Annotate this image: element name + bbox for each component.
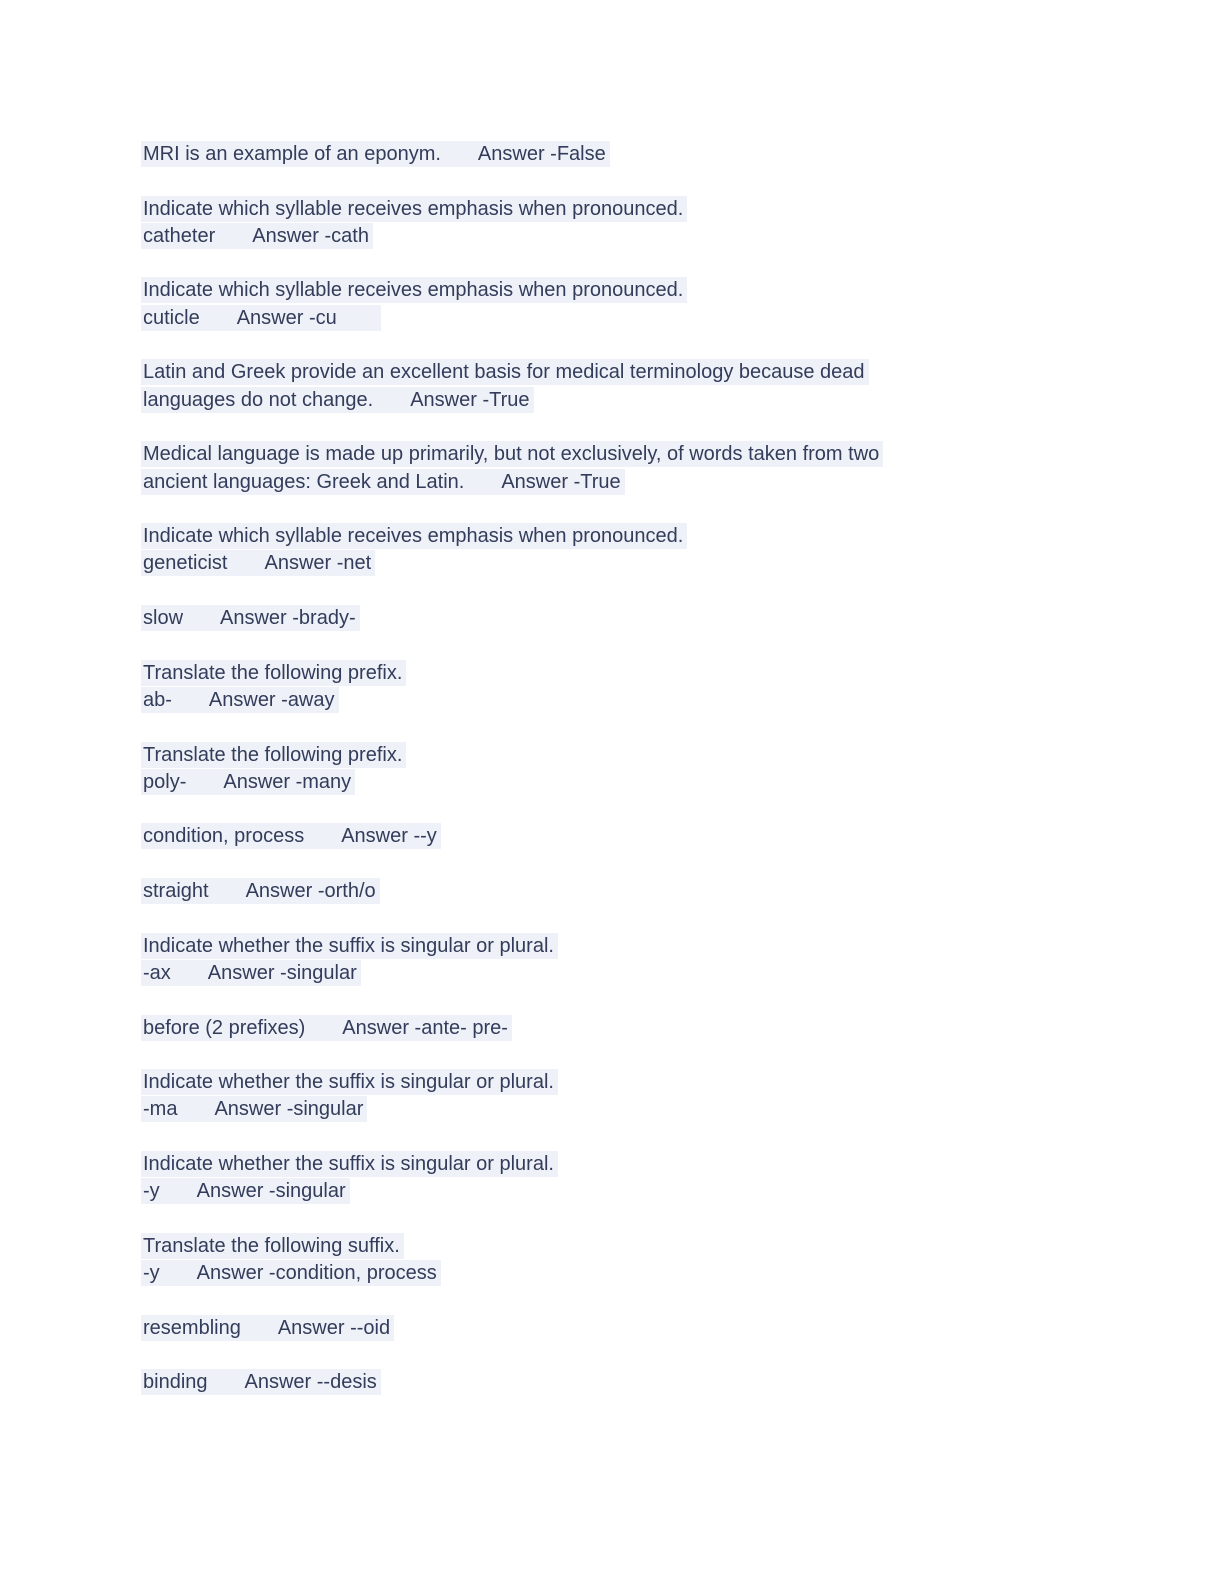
qa-line-highlight xyxy=(141,605,360,631)
qa-line xyxy=(143,605,1103,632)
qa-item xyxy=(143,141,1103,168)
qa-line xyxy=(143,441,1103,468)
qa-line xyxy=(143,1096,1103,1123)
prompt-text: Indicate which syllable receives emphasis when pronounced. xyxy=(143,525,684,548)
qa-line xyxy=(143,1015,1103,1042)
term-text: ab- xyxy=(143,688,172,711)
prompt-text: Indicate which syllable receives emphasis when pronounced. xyxy=(143,279,684,302)
answer-text: Answer -orth/o xyxy=(245,880,376,903)
prompt-text: Translate the following prefix. xyxy=(143,661,403,684)
qa-line xyxy=(143,687,1103,714)
term-text: binding xyxy=(143,1371,208,1394)
qa-line-highlight xyxy=(141,305,381,331)
qa-line xyxy=(143,933,1103,960)
qa-line xyxy=(143,1315,1103,1342)
qa-line xyxy=(143,1151,1103,1178)
term-text: geneticist xyxy=(143,552,228,575)
qa-line-highlight xyxy=(141,1369,381,1395)
qa-line-highlight xyxy=(141,1096,367,1122)
qa-line xyxy=(143,387,1103,414)
qa-line xyxy=(143,1369,1103,1396)
qa-line xyxy=(143,223,1103,250)
qa-line xyxy=(143,141,1103,168)
answer-text: Answer --y xyxy=(341,825,437,848)
qa-item xyxy=(143,605,1103,632)
term-text: MRI is an example of an eponym. xyxy=(143,143,441,165)
qa-item xyxy=(143,1315,1103,1342)
qa-line xyxy=(143,660,1103,687)
qa-item xyxy=(143,742,1103,797)
qa-line xyxy=(143,823,1103,850)
qa-line-highlight xyxy=(141,277,687,303)
qa-line xyxy=(143,359,1103,386)
qa-item xyxy=(143,878,1103,905)
qa-line-highlight xyxy=(141,1069,558,1095)
qa-item xyxy=(143,823,1103,850)
prompt-text: Indicate whether the suffix is singular or plural. xyxy=(143,934,554,957)
qa-line-highlight xyxy=(141,1315,394,1341)
qa-line xyxy=(143,1233,1103,1260)
term-text: -y xyxy=(143,1180,160,1203)
qa-line-highlight xyxy=(141,441,883,467)
answer-text: Answer -ante- pre- xyxy=(342,1016,508,1039)
qa-item xyxy=(143,523,1103,578)
qa-item xyxy=(143,1151,1103,1206)
term-text: -ma xyxy=(143,1098,178,1121)
qa-line-highlight xyxy=(141,1015,512,1041)
qa-line xyxy=(143,305,1103,332)
answer-text: Answer --oid xyxy=(277,1316,391,1339)
qa-line-highlight xyxy=(141,523,687,549)
answer-text: Answer -singular xyxy=(214,1098,364,1121)
term-text: ancient languages: Greek and Latin. xyxy=(143,470,465,493)
answer-text: Answer --desis xyxy=(244,1371,377,1394)
qa-line xyxy=(143,523,1103,550)
qa-item xyxy=(143,441,1103,496)
qa-line-highlight xyxy=(141,1233,404,1259)
qa-item xyxy=(143,1069,1103,1124)
qa-line-highlight xyxy=(141,742,406,768)
document-content xyxy=(143,141,1103,1424)
qa-line-highlight xyxy=(141,223,373,249)
answer-text: Answer -cath xyxy=(252,224,369,247)
qa-item xyxy=(143,933,1103,988)
qa-line xyxy=(143,550,1103,577)
answer-text: Answer -singular xyxy=(207,961,357,984)
qa-line-highlight xyxy=(141,359,869,385)
qa-line-highlight xyxy=(141,660,406,686)
qa-item xyxy=(143,660,1103,715)
qa-item xyxy=(143,359,1103,414)
qa-line xyxy=(143,960,1103,987)
prompt-text: Indicate whether the suffix is singular or plural. xyxy=(143,1152,554,1175)
qa-line-highlight xyxy=(141,878,380,904)
answer-text: Answer -False xyxy=(477,143,606,165)
answer-text: Answer -True xyxy=(501,470,621,493)
qa-line xyxy=(143,1069,1103,1096)
qa-line xyxy=(143,1260,1103,1287)
answer-text: Answer -away xyxy=(208,688,335,711)
prompt-text: Medical language is made up primarily, but not exclusively, of words taken from two xyxy=(143,443,880,466)
prompt-text: Indicate which syllable receives emphasis when pronounced. xyxy=(143,197,684,220)
qa-item xyxy=(143,1233,1103,1288)
term-text: -ax xyxy=(143,961,171,984)
qa-line xyxy=(143,769,1103,796)
qa-item xyxy=(143,1369,1103,1396)
term-text: condition, process xyxy=(143,825,305,848)
term-text: cuticle xyxy=(143,306,200,329)
term-text: poly- xyxy=(143,770,187,793)
prompt-text: Translate the following suffix. xyxy=(143,1234,400,1257)
qa-line-highlight xyxy=(141,196,687,222)
answer-text: Answer -singular xyxy=(196,1180,346,1203)
qa-line xyxy=(143,196,1103,223)
qa-line-highlight xyxy=(141,823,441,849)
answer-text: Answer -net xyxy=(264,552,372,575)
answer-text: Answer -many xyxy=(223,770,352,793)
answer-text: Answer -condition, process xyxy=(196,1262,437,1285)
answer-text: Answer -True xyxy=(410,388,530,411)
answer-text: Answer -cu xyxy=(236,306,337,329)
term-text: slow xyxy=(143,607,184,630)
term-text: -y xyxy=(143,1262,160,1285)
qa-item xyxy=(143,1015,1103,1042)
term-text: straight xyxy=(143,880,209,903)
term-text: languages do not change. xyxy=(143,388,374,411)
qa-line-highlight xyxy=(141,141,610,167)
qa-line-highlight xyxy=(141,1178,350,1204)
term-text: resembling xyxy=(143,1316,241,1339)
qa-line-highlight xyxy=(141,933,558,959)
prompt-text: Latin and Greek provide an excellent basis for medical terminology because dead xyxy=(143,361,865,384)
qa-line-highlight xyxy=(141,550,375,576)
qa-line xyxy=(143,742,1103,769)
prompt-text: Indicate whether the suffix is singular or plural. xyxy=(143,1071,554,1094)
term-text: catheter xyxy=(143,224,216,247)
qa-line xyxy=(143,469,1103,496)
qa-line-highlight xyxy=(141,1151,558,1177)
qa-line-highlight xyxy=(141,469,625,495)
answer-text: Answer -brady- xyxy=(220,607,356,630)
qa-item xyxy=(143,277,1103,332)
prompt-text: Translate the following prefix. xyxy=(143,743,403,766)
qa-line-highlight xyxy=(141,687,339,713)
qa-line xyxy=(143,1178,1103,1205)
qa-item xyxy=(143,196,1103,251)
term-text: before (2 prefixes) xyxy=(143,1016,306,1039)
qa-line xyxy=(143,878,1103,905)
qa-line-highlight xyxy=(141,387,534,413)
qa-line xyxy=(143,277,1103,304)
qa-line-highlight xyxy=(141,769,355,795)
qa-line-highlight xyxy=(141,1260,441,1286)
qa-line-highlight xyxy=(141,960,361,986)
